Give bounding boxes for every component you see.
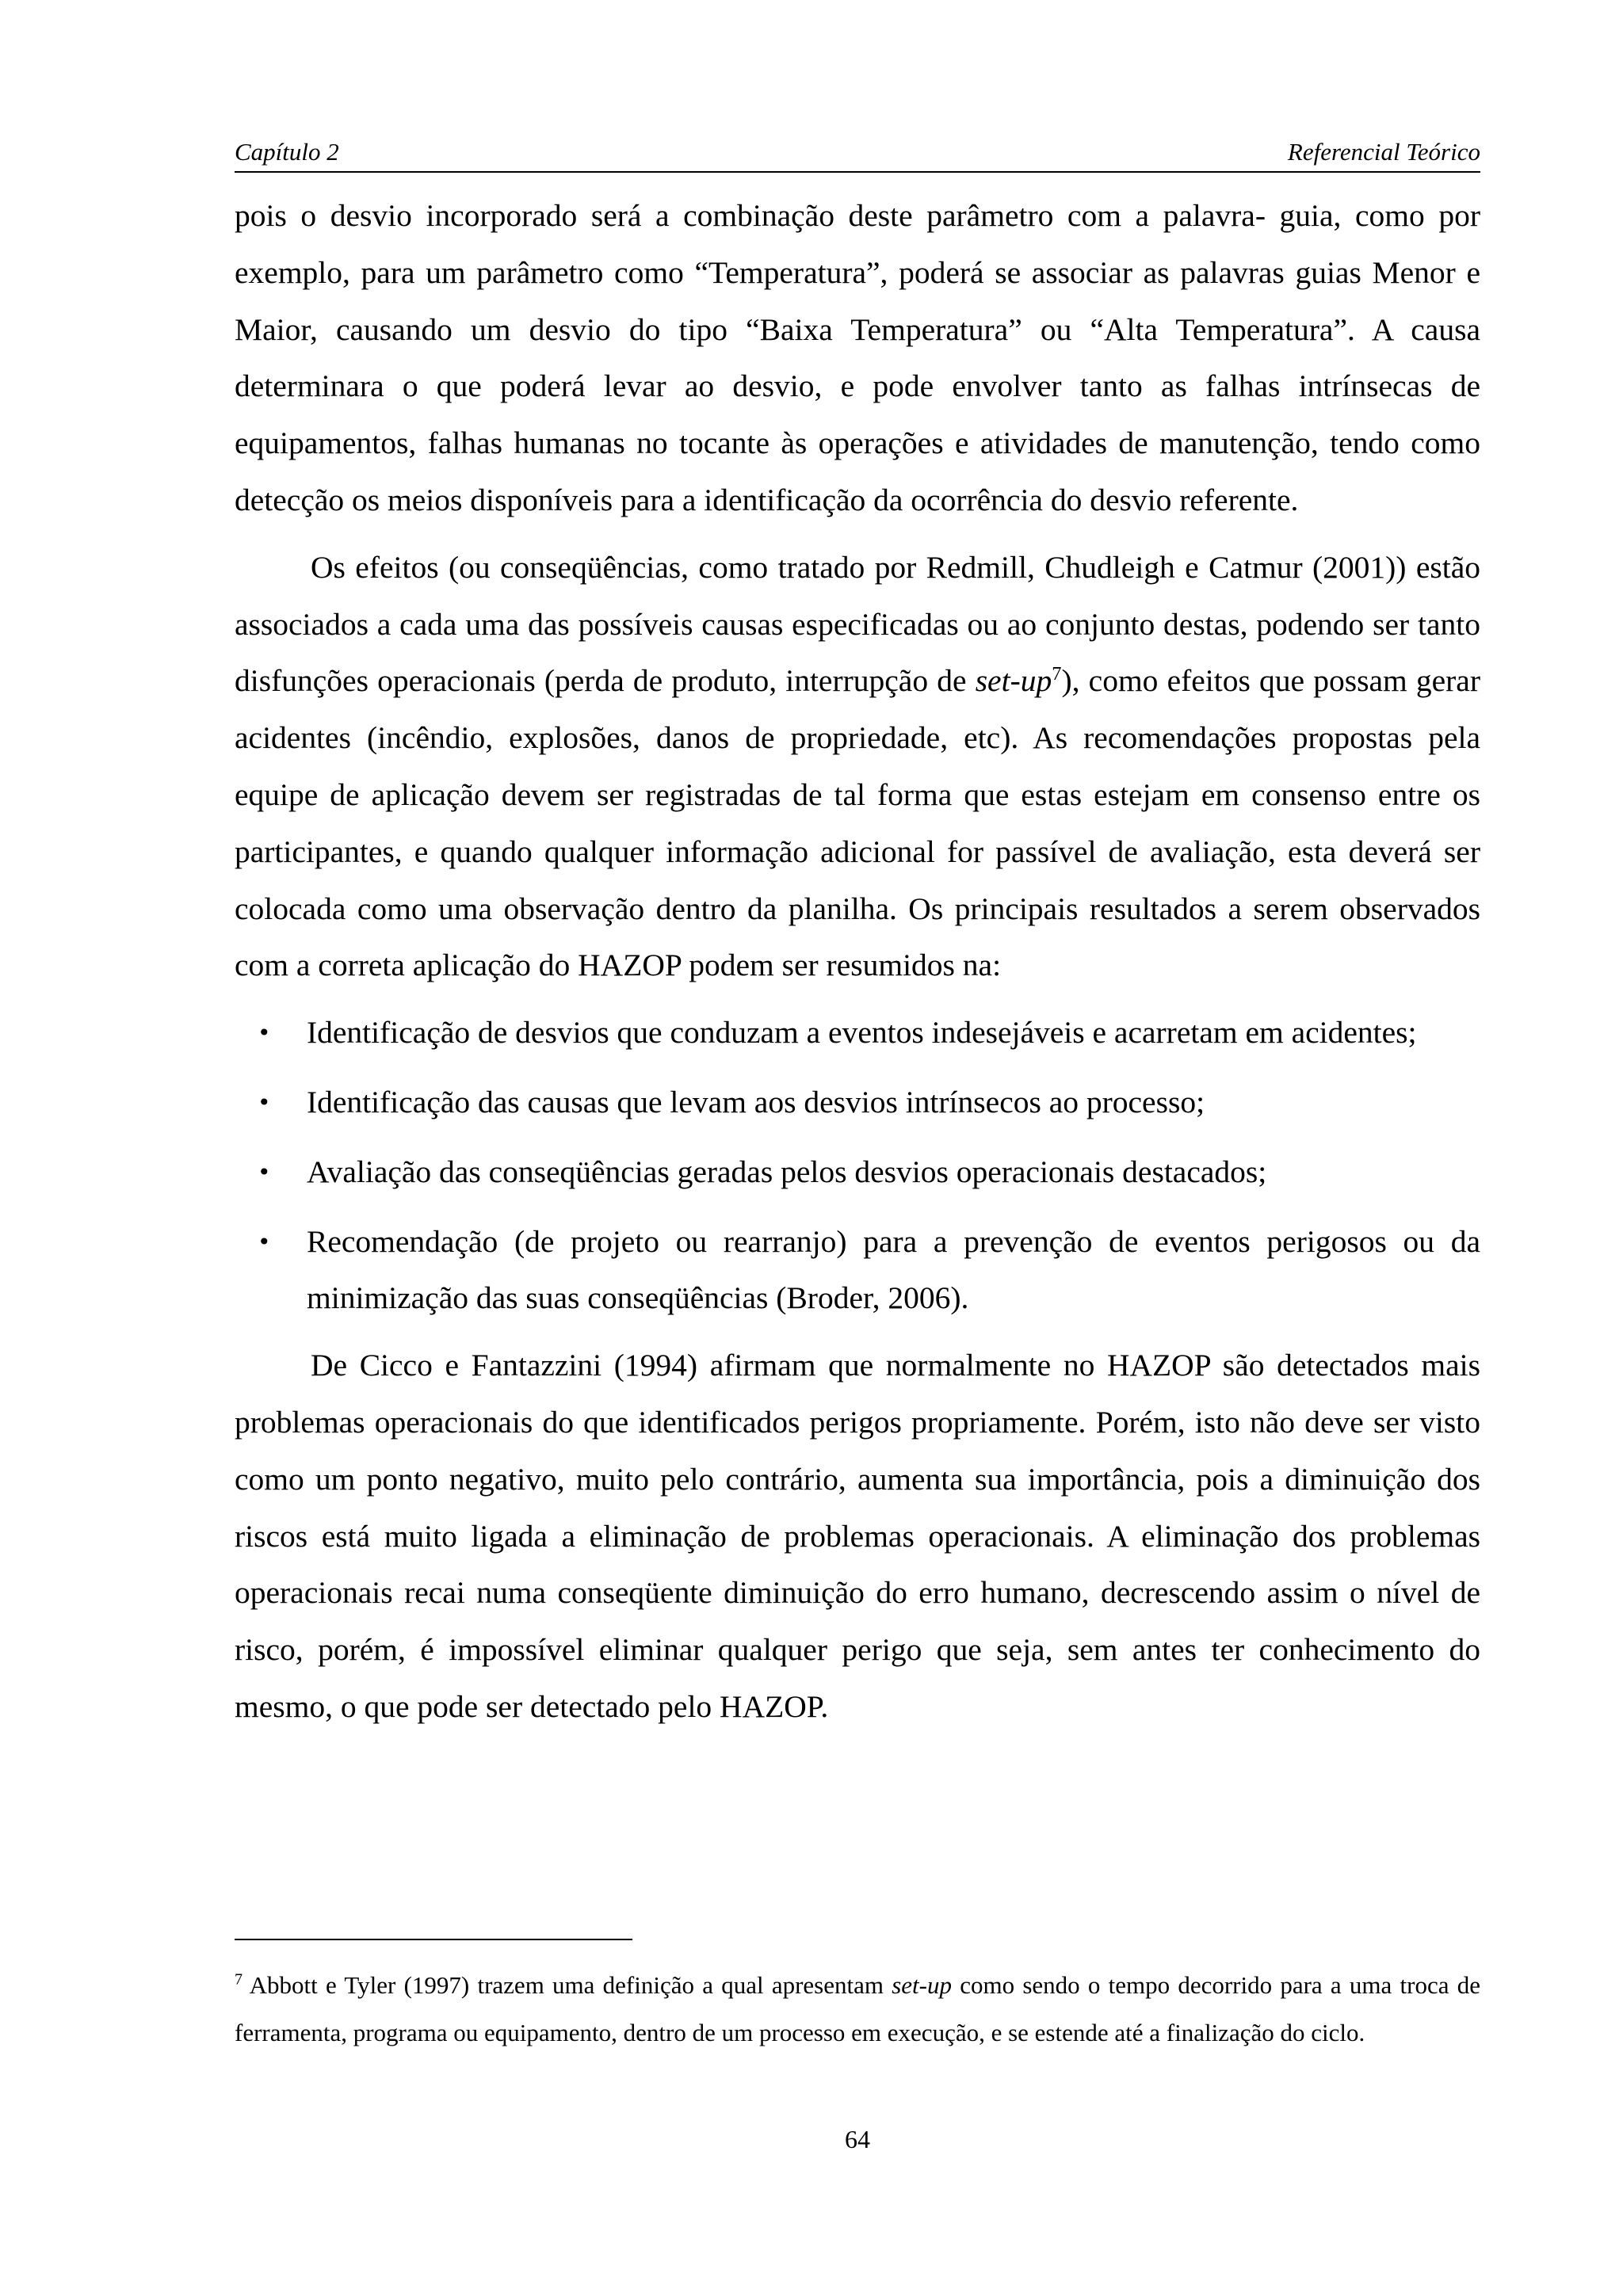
list-item: [235, 1214, 1480, 1328]
results-list: [235, 1005, 1480, 1327]
footnote-reference[interactable]: 7: [1052, 663, 1062, 685]
running-header: [235, 133, 1480, 173]
paragraph-2-text-b: ), como efeitos que possam gerar acidentes (incêndio, explosões, danos de propriedade, etc). As recomendações propostas pela equipe de aplicação devem ser registradas de tal forma que estas estejam em consenso entre os participantes, e quando qualquer informação adicional for passível de avaliação, esta deverá ser colocada como uma observação dentro da planilha. Os principais resultados a serem observados com a correta aplicação do HAZOP podem ser resumidos na:: [235, 663, 1480, 983]
paragraph-effects: [235, 540, 1480, 994]
footnote-text-a: Abbott e Tyler (1997) trazem uma definição a qual apresentam: [242, 1971, 892, 1999]
bullet-icon: •: [258, 1228, 271, 1255]
term-set-up: set-up: [975, 663, 1052, 699]
chapter-label: Capítulo 2: [235, 138, 339, 166]
bullet-icon: •: [258, 1020, 271, 1047]
footnote: [235, 1962, 1480, 2057]
bullet-icon: •: [258, 1158, 271, 1185]
list-item-text: Identificação de desvios que conduzam a eventos indesejáveis e acarretam em acidentes;: [307, 1015, 1417, 1051]
footnote-divider: [235, 1939, 632, 1940]
list-item: [235, 1144, 1480, 1201]
bullet-icon: •: [258, 1089, 271, 1116]
list-item: [235, 1074, 1480, 1131]
page-number: 64: [845, 2125, 870, 2153]
list-item: [235, 1005, 1480, 1062]
section-label: Referencial Teórico: [1287, 138, 1480, 166]
paragraph-continuation: [235, 188, 1480, 529]
footnote-number: 7: [235, 1970, 243, 1989]
document-page: [235, 0, 1480, 2296]
list-item-text: Recomendação (de projeto ou rearranjo) para a prevenção de eventos perigosos ou da minimização das suas conseqüências (Broder, 2006).: [307, 1223, 1480, 1316]
paragraph-2-text-a: Os efeitos (ou conseqüências, como tratado por Redmill, Chudleigh e Catmur (2001)) estão associados a cada uma das possíveis causas especificadas ou ao conjunto destas, podendo ser tanto disfunções operacionais (perda de produto, interrupção de: [235, 549, 1480, 699]
body-text: [235, 188, 1480, 1736]
list-item-text: Avaliação das conseqüências geradas pelos desvios operacionais destacados;: [307, 1154, 1267, 1189]
list-item-text: Identificação das causas que levam aos desvios intrínsecos ao processo;: [307, 1084, 1205, 1119]
paragraph-1-text: pois o desvio incorporado será a combinação deste parâmetro com a palavra- guia, como por exemplo, para um parâmetro como “Temperatura”, poderá se associar as palavras guias Menor e Maior, causando um desvio do tipo “Baixa Temperatura” ou “Alta Temperatura”. A causa determinara o que poderá levar ao desvio, e pode envolver tanto as falhas intrínsecas de equipamentos, falhas humanas no tocante às operações e atividades de manutenção, tendo como detecção os meios disponíveis para a identificação da ocorrência do desvio referente.: [235, 198, 1480, 517]
paragraph-3-text: De Cicco e Fantazzini (1994) afirmam que normalmente no HAZOP são detectados mais problemas operacionais do que identificados perigos propriamente. Porém, isto não deve ser visto como um ponto negativo, muito pelo contrário, aumenta sua importância, pois a diminuição dos riscos está muito ligada a eliminação de problemas operacionais. A eliminação dos problemas operacionais recai numa conseqüente diminuição do erro humano, decrescendo assim o nível de risco, porém, é impossível eliminar qualquer perigo que seja, sem antes ter conhecimento do mesmo, o que pode ser detectado pelo HAZOP.: [235, 1348, 1480, 1724]
paragraph-de-cicco: [235, 1337, 1480, 1736]
footnote-term-set-up: set-up: [892, 1971, 952, 1999]
footnote-text-b: como sendo o tempo decorrido para a uma troca de ferramenta, programa ou equipamento, dentro de um processo em execução, e se estende até a finalização do ciclo.: [235, 1971, 1480, 2046]
